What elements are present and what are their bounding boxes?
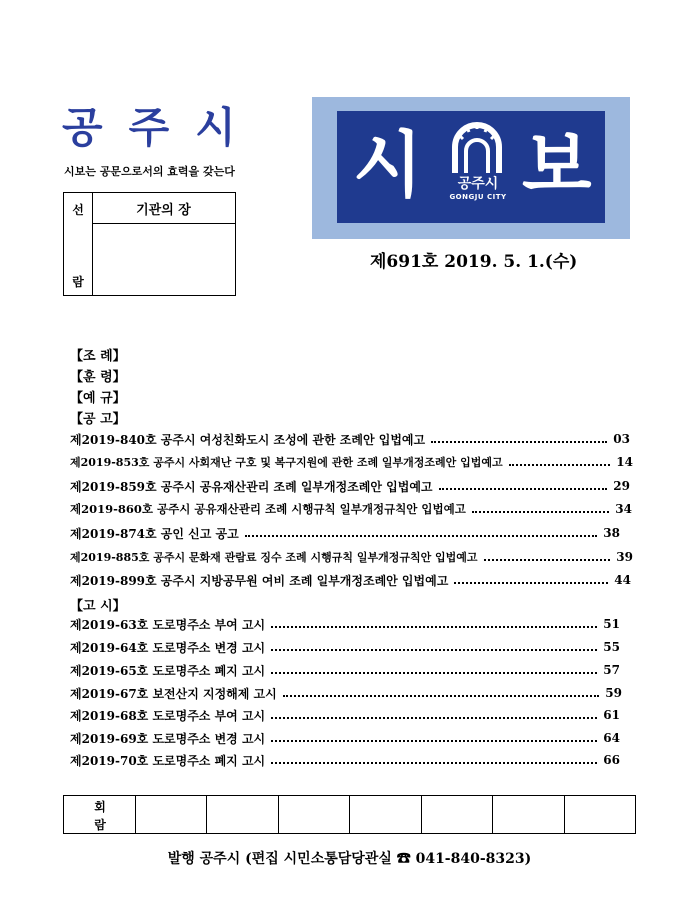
- review-sign-table: [63, 795, 636, 834]
- logo-char-right: 보: [522, 123, 592, 207]
- toc-leader: [271, 672, 597, 674]
- toc-entry[interactable]: [70, 706, 620, 724]
- review-sign-cell: [350, 796, 421, 833]
- toc-leader: [509, 464, 611, 466]
- toc-entry-page: 61: [603, 708, 620, 722]
- toc-entry[interactable]: [70, 684, 622, 702]
- toc-entry-page: 44: [614, 573, 631, 587]
- section-rule: 【예 규】: [70, 391, 126, 406]
- gate-arch-icon: [449, 121, 505, 175]
- section-notice: 【공 고】: [70, 412, 126, 427]
- section-directive: 【훈 령】: [70, 370, 126, 385]
- logo-city-name: 공주시: [457, 176, 499, 192]
- toc-entry-page: 57: [603, 663, 620, 677]
- section-announcement: 【고 시】: [70, 599, 126, 614]
- toc-entry[interactable]: [70, 615, 620, 633]
- toc-entry-page: 55: [603, 640, 620, 654]
- toc-entry[interactable]: [70, 661, 620, 679]
- toc-entry-title: 제2019-68호 도로명주소 부여 고시: [70, 708, 266, 723]
- toc-entry[interactable]: [70, 453, 633, 471]
- toc-leader: [271, 762, 597, 764]
- toc-entry-title: 제2019-64호 도로명주소 변경 고시: [70, 640, 266, 655]
- toc-entry-title: 제2019-67호 보전산지 지정해제 고시: [70, 686, 277, 701]
- review-sign-cell: [207, 796, 278, 833]
- toc-entry-title: 제2019-885호 공주시 문화재 관람료 징수 조례 시행규칙 일부개정규칙안 입법예고: [70, 551, 478, 564]
- logo-char-left: 시: [353, 123, 423, 207]
- toc-entry-title: 제2019-860호 공주시 공유재산관리 조례 시행규칙 일부개정규칙안 입법예고: [70, 502, 466, 516]
- toc-entry[interactable]: [70, 524, 620, 542]
- toc-leader: [484, 559, 611, 561]
- review-sign-cell: [565, 796, 635, 833]
- review-sign-cell: [136, 796, 207, 833]
- review-label-top: 회: [94, 800, 106, 814]
- toc-entry-title: 제2019-899호 공주시 지방공무원 여비 조례 일부개정조례안 입법예고: [70, 573, 449, 588]
- toc-entry-page: 29: [613, 479, 630, 493]
- review-label-bottom: 람: [94, 818, 106, 832]
- city-gazette-logo: [312, 97, 630, 239]
- circulation-header: 기관의 장: [92, 193, 235, 224]
- toc-leader: [454, 582, 608, 584]
- toc-leader: [271, 649, 597, 651]
- toc-entry-page: 14: [616, 455, 633, 469]
- circulation-table: [63, 192, 236, 296]
- circulation-label-top: 선: [72, 203, 84, 217]
- toc-entry-title: 제2019-63호 도로명주소 부여 고시: [70, 617, 266, 632]
- tagline: 시보는 공문으로서의 효력을 갖는다: [64, 165, 235, 178]
- circulation-label-bottom: 람: [72, 275, 84, 289]
- toc-entry-page: 38: [603, 526, 620, 540]
- toc-entry[interactable]: [70, 729, 620, 747]
- toc-entry[interactable]: [70, 548, 633, 566]
- review-sign-cell: [279, 796, 350, 833]
- toc-entry-page: 03: [613, 432, 630, 446]
- city-title: 공주시: [62, 103, 262, 152]
- toc-leader: [283, 695, 600, 697]
- toc-entry[interactable]: [70, 430, 630, 448]
- review-sign-cell: [493, 796, 564, 833]
- toc-leader: [472, 511, 609, 513]
- logo-city-name-en: GONGJU CITY: [449, 193, 507, 201]
- toc-leader: [439, 488, 608, 490]
- toc-entry-page: 66: [603, 753, 620, 767]
- publisher-footer: 발행 공주시 (편집 시민소통담당관실 ☎ 041-840-8323): [167, 851, 532, 867]
- toc-leader: [271, 717, 597, 719]
- toc-entry-page: 34: [615, 502, 632, 516]
- toc-entry-page: 39: [616, 550, 633, 564]
- toc-entry-page: 59: [605, 686, 622, 700]
- toc-entry[interactable]: [70, 500, 632, 518]
- toc-entry-page: 64: [603, 731, 620, 745]
- toc-entry-title: 제2019-69호 도로명주소 변경 고시: [70, 731, 266, 746]
- circulation-label-column: [64, 193, 93, 295]
- review-label: [64, 796, 136, 833]
- issue-number-date: 제691호 2019. 5. 1.(수): [370, 252, 578, 272]
- section-ordinance: 【조 례】: [70, 349, 126, 364]
- toc-entry-title: 제2019-859호 공주시 공유재산관리 조례 일부개정조례안 입법예고: [70, 479, 433, 494]
- toc-entry-title: 제2019-70호 도로명주소 폐지 고시: [70, 753, 266, 768]
- toc-leader: [245, 535, 598, 537]
- toc-leader: [271, 740, 597, 742]
- toc-entry-title: 제2019-65호 도로명주소 폐지 고시: [70, 663, 266, 678]
- toc-entry-page: 51: [603, 617, 620, 631]
- toc-leader: [431, 441, 607, 443]
- logo-panel: [337, 111, 605, 223]
- toc-leader: [271, 626, 597, 628]
- toc-entry[interactable]: [70, 638, 620, 656]
- toc-entry[interactable]: [70, 571, 631, 589]
- toc-entry-title: 제2019-853호 공주시 사회재난 구호 및 복구지원에 관한 조례 일부개정조례안 입법예고: [70, 456, 503, 469]
- review-sign-cell: [422, 796, 493, 833]
- toc-entry-title: 제2019-840호 공주시 여성친화도시 조성에 관한 조례안 입법예고: [70, 432, 426, 447]
- toc-entry[interactable]: [70, 477, 630, 495]
- toc-entry-title: 제2019-874호 공인 신고 공고: [70, 526, 239, 541]
- toc-entry[interactable]: [70, 751, 620, 769]
